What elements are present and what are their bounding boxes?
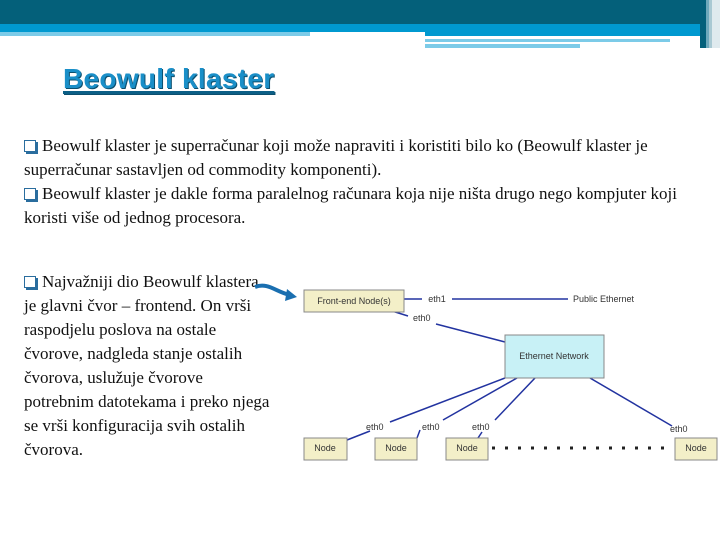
bullet-text: Beowulf klaster je dakle forma paralelnog računara koja nije ništa drugo nego kompjuter koji koristi više od jednog procesora. xyxy=(24,184,677,227)
node-label: Node xyxy=(314,443,336,453)
eth0-label: eth0 xyxy=(472,422,490,432)
node-label: Node xyxy=(385,443,407,453)
pointer-arrow xyxy=(255,286,290,295)
node-box xyxy=(375,438,417,460)
node-label: Node xyxy=(685,443,707,453)
frontend-node-label: Front-end Node(s) xyxy=(317,296,391,306)
eth0-label: eth0 xyxy=(366,422,384,432)
node-box xyxy=(446,438,488,460)
eth0-label: eth0 xyxy=(670,424,688,434)
eth0-label: eth0 xyxy=(422,422,440,432)
node-box xyxy=(675,438,717,460)
ethernet-network-label: Ethernet Network xyxy=(519,351,589,361)
bullet-text: Najvažniji dio Beowulf klastera je glavni čvor – frontend. On vrši raspodjelu poslova na ostale čvorove, nadgleda stanje ostalih čvorova, uslužuje čvorove potrebnim datotekama i preko njega se vrši konfiguracija svih ostalih čvorova. xyxy=(24,272,270,459)
node-label: Node xyxy=(456,443,478,453)
public-ethernet-label: Public Ethernet xyxy=(573,294,635,304)
eth0-label: eth0 xyxy=(413,313,431,323)
node-box xyxy=(304,438,347,460)
arrow-head-icon xyxy=(285,289,297,301)
eth1-label: eth1 xyxy=(428,294,446,304)
slide-title: Beowulf klaster xyxy=(63,63,275,94)
bullet-text: Beowulf klaster je superračunar koji može napraviti i koristiti bilo ko (Beowulf klaster je superračunar sastavljen od commodity komponenti). xyxy=(24,136,648,179)
